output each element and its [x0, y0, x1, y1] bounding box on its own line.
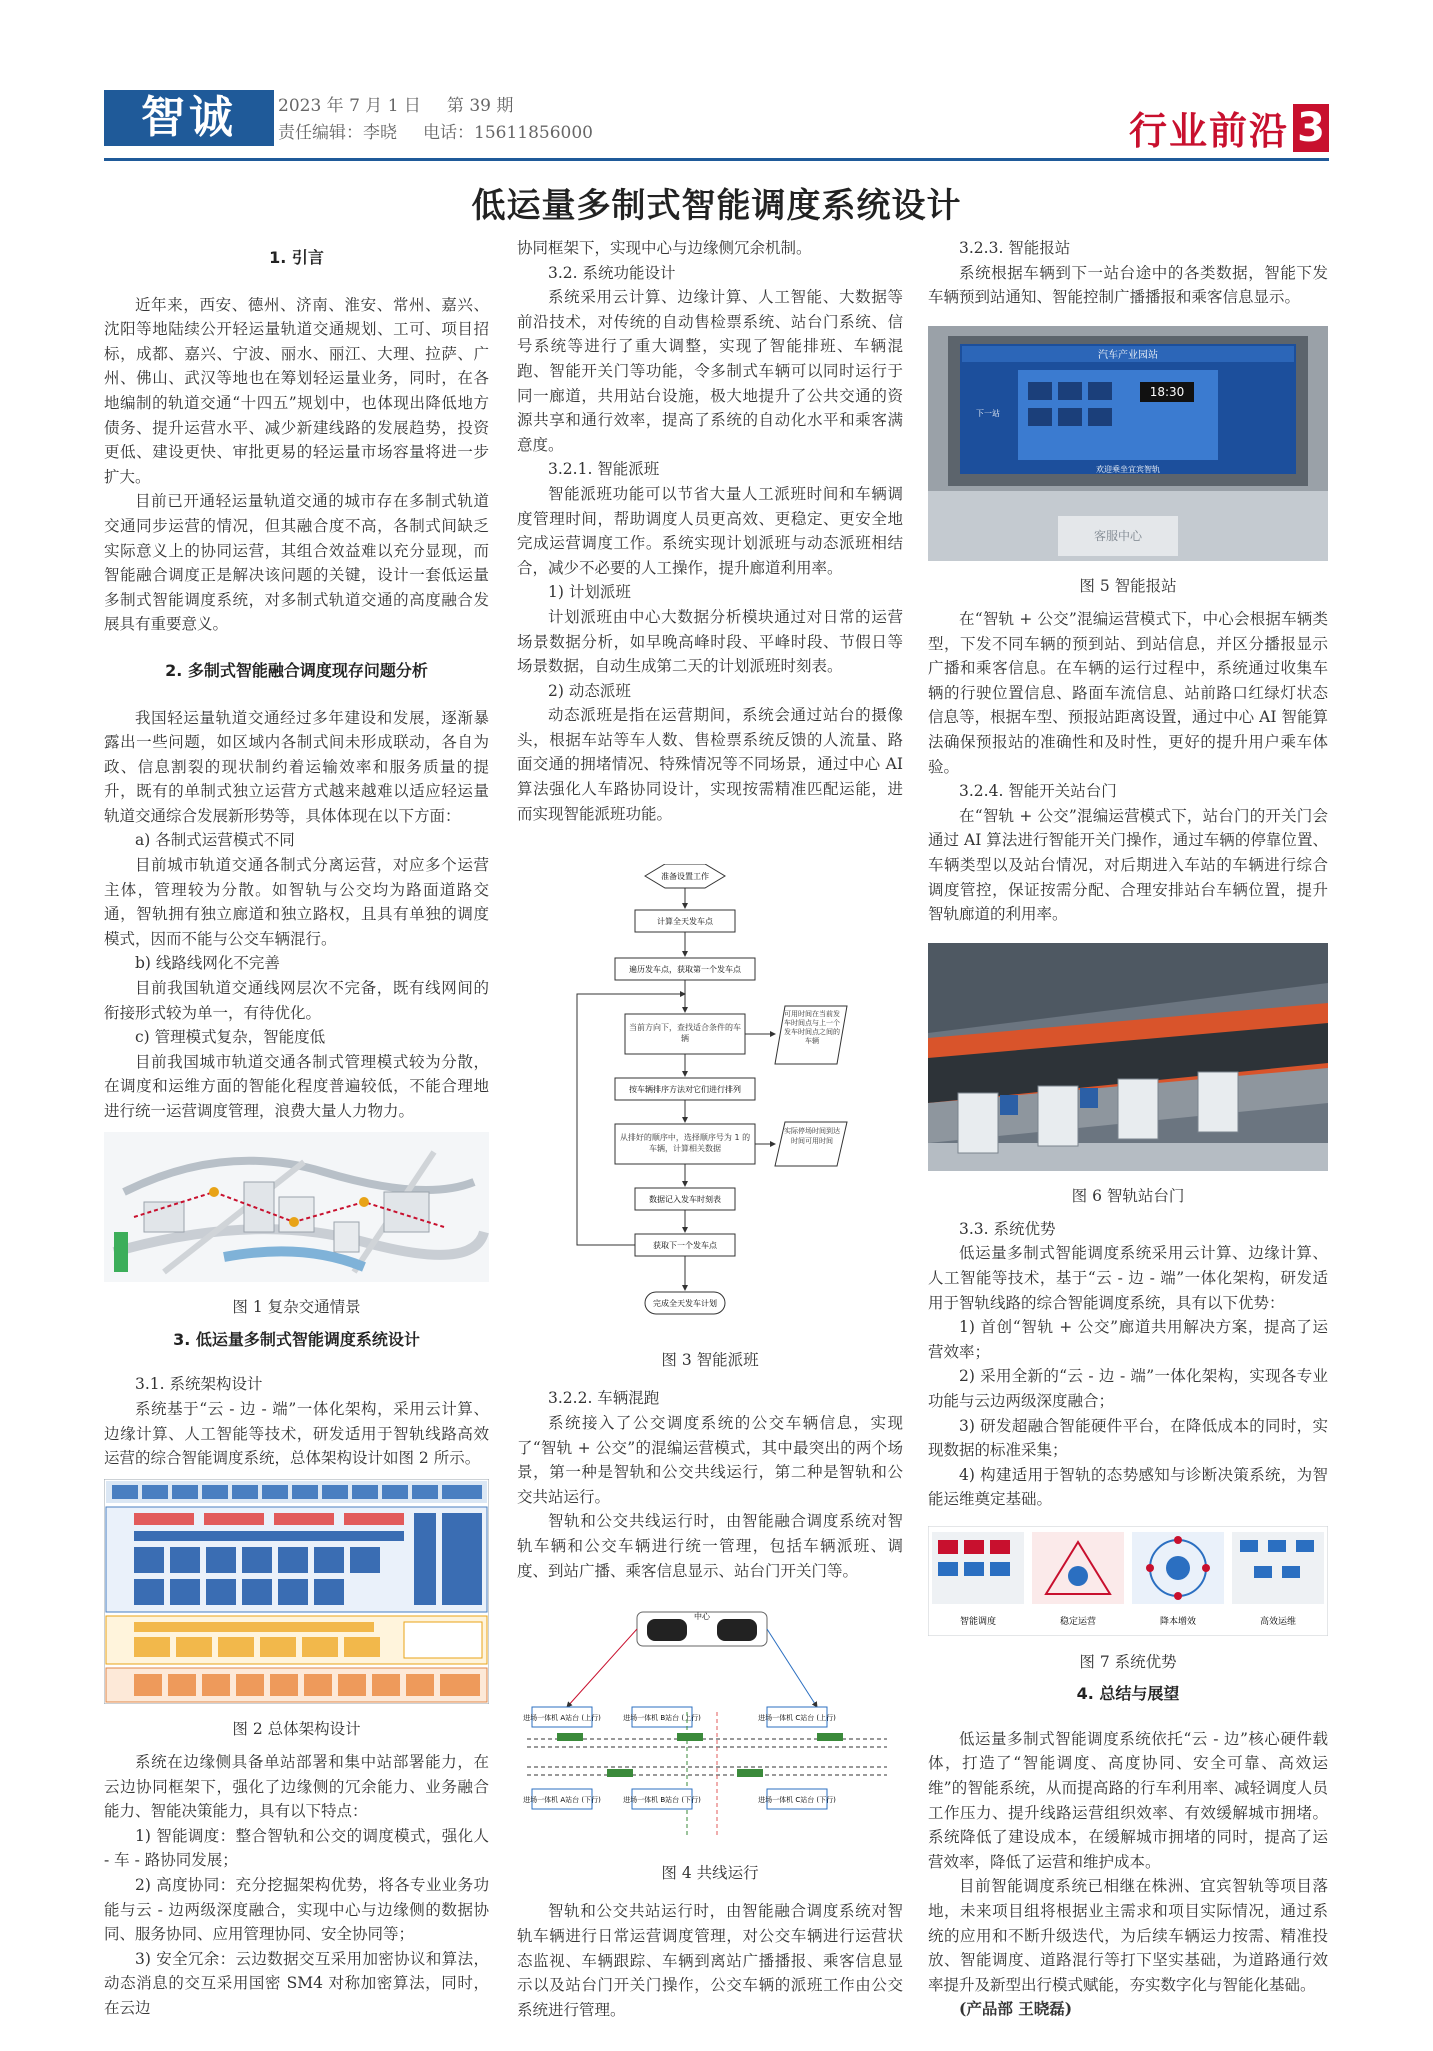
- flow-step-label: 获取下一个发车点: [653, 1241, 717, 1251]
- list-heading: a) 各制式运营模式不同: [135, 831, 295, 850]
- dispatch-flowchart: [517, 864, 903, 1334]
- figure-2-architecture: [104, 1479, 489, 1712]
- flow-step-label: 遍历发车点，获取第一个发车点: [629, 965, 741, 975]
- platform-label: 进场一体机 A站台 (上行): [523, 1714, 601, 1723]
- paragraph: 近年来，西安、德州、济南、淮安、常州、嘉兴、沈阳等地陆续公开轻运量轨道交通规划、工可、项目招标，成都、嘉兴、宁波、丽水、丽江、大理、拉萨、广州、佛山、武汉等地也在筹划轻运量业务，同时，在各地编制的轨道交通“十四五”规划中，也体现出降低地方债务、提升运营水平、减少新建线路的发展趋势，投资更低、建设更快、审批更易的轻运量市场容量将进一步扩大。: [104, 295, 489, 486]
- paragraph: 在“智轨 + 公交”混编运营模式下，站台门的开关门会通过 AI 算法进行智能开关门操作，通过车辆的停靠位置、车辆类型以及站台情况，对后期进入车站的车辆进行综合调度管控，保证按需分配、合理安排站台车辆位置，提升智轨廊道的利用率。: [928, 806, 1328, 924]
- section-heading: 3. 低运量多制式智能调度系统设计: [173, 1329, 420, 1349]
- advantages-graphic: [928, 1526, 1328, 1636]
- paragraph: 系统基于“云 - 边 - 端”一体化架构，采用云计算、边缘计算、人工智能等技术，研发适用于智轨线路高效运营的综合智能调度系统，总体架构设计如图 2 所示。: [104, 1399, 489, 1468]
- paragraph: 协同框架下，实现中心与边缘侧冗余机制。: [517, 239, 812, 257]
- masthead-meta: [278, 93, 619, 147]
- screen-station-title: 汽车产业园站: [1098, 349, 1158, 361]
- platform-label: 进场一体机 B站台 (下行): [623, 1796, 701, 1805]
- paragraph: 低运量多制式智能调度系统依托“云 - 边”核心硬件载体，打造了“智能调度、高度协同、安全可靠、高效运维”的智能系统，从而提高路的行车利用率、减轻调度人员工作压力、提升线路运营组织效率、有效缓解城市拥堵。系统降低了建设成本，在缓解城市拥堵的同时，提高了运营效率，降低了运营和维护成本。: [928, 1729, 1328, 1871]
- list-item: 3) 安全冗余：云边数据交互采用加密协议和算法，动态消息的交互采用国密 SM4 对称加密算法，同时，在云边: [104, 1949, 489, 2017]
- editor: 责任编辑：李晓: [278, 123, 397, 143]
- figure-caption: 图 3 智能派班: [661, 1350, 759, 1369]
- flow-step-label: 当前方向下，查找适合条件的车辆: [629, 1023, 741, 1044]
- subsection-heading: 3.1. 系统架构设计: [135, 1375, 263, 1394]
- platform-label: 进场一体机 B站台 (上行): [623, 1714, 701, 1723]
- section-heading: 4. 总结与展望: [1076, 1684, 1180, 1704]
- flow-end-label: 完成全天发车计划: [653, 1299, 717, 1309]
- figure-caption: 图 1 复杂交通情景: [232, 1298, 361, 1317]
- paragraph: 目前智能调度系统已相继在株洲、宜宾智轨等项目落地，未来项目组将根据业主需求和项目实际情况，通过系统的应用和不断升级迭代，为后续车辆运力按需、精准投放、智能调度、道路混行等打下坚实基础，为道路通行效率提升及新型出行模式赋能，夯实数字化与智能化基础。: [928, 1877, 1328, 1994]
- figure-caption: 图 7 系统优势: [1079, 1652, 1177, 1671]
- paragraph: 低运量多制式智能调度系统采用云计算、边缘计算、人工智能等技术，基于“云 - 边 - 端”一体化架构，研发适用于智轨线路的综合智能调度系统，具有以下优势：: [928, 1244, 1328, 1312]
- flow-step-label: 计算全天发车点: [657, 917, 713, 927]
- flow-data-label: 可用时间在当前发车时间点与上一个发车时间点之间的车辆: [784, 1010, 840, 1046]
- paragraph: 目前城市轨道交通各制式分离运营，对应多个运营主体，管理较为分散。如智轨与公交均为路面道路交通，智轨拥有独立廊道和独立路权，且具有单独的调度模式，因而不能与公交车辆混行。: [104, 856, 489, 948]
- figure-4-shared-line: [517, 1607, 903, 1855]
- section-tag: [1129, 100, 1329, 155]
- figure-5-smart-station-display: [928, 326, 1328, 569]
- paragraph: 目前我国城市轨道交通各制式管理模式较为分散，在调度和运维方面的智能化程度普遍较低，不能合理地进行统一运营调度管理，浪费大量人力物力。: [104, 1052, 489, 1120]
- column-2: [517, 236, 903, 2022]
- screen-welcome: 欢迎乘坐宜宾智轨: [1096, 464, 1160, 474]
- paragraph: 目前我国轨道交通线网层次不完备，既有线网间的衔接形式较为单一，有待优化。: [104, 979, 489, 1022]
- paragraph: 计划派班由中心大数据分析模块通过对日常的运营场景数据分析，如早晚高峰时段、平峰时段、节假日等场景数据，自动生成第二天的计划派班时刻表。: [517, 607, 903, 676]
- list-item: 4) 构建适用于智轨的态势感知与诊断决策系统，为智能运维奠定基础。: [928, 1465, 1328, 1509]
- page-number: 3: [1293, 104, 1329, 152]
- flow-step-label: 从排好的顺序中，选择顺序号为 1 的车辆，计算相关数据: [619, 1133, 751, 1154]
- issue-date: 2023 年 7 月 1 日: [278, 96, 421, 116]
- subsection-heading: 3.2.3. 智能报站: [959, 239, 1071, 257]
- column-3: [928, 236, 1328, 2022]
- section-category: 行业前沿: [1128, 109, 1289, 153]
- station-display-photo: [928, 326, 1328, 561]
- shared-line-diagram: [517, 1607, 903, 1847]
- subsection-heading: 3.2. 系统功能设计: [548, 263, 676, 282]
- advantage-label: 智能调度: [959, 1617, 997, 1627]
- list-heading: 1) 计划派班: [548, 583, 631, 602]
- platform-label: 进场一体机 C站台 (上行): [758, 1714, 836, 1723]
- list-item: 1) 智能调度：整合智轨和公交的调度模式，强化人 - 车 - 路协同发展；: [104, 1826, 489, 1870]
- list-item: 3) 研发超融合智能硬件平台，在降低成本的同时，实现数据的标准采集；: [928, 1416, 1328, 1460]
- paragraph: 系统根据车辆到下一站台途中的各类数据，智能下发车辆预到站通知、智能控制广播播报和乘客信息显示。: [928, 263, 1328, 307]
- list-heading: b) 线路线网化不完善: [135, 954, 280, 973]
- paragraph: 智能派班功能可以节省大量人工派班时间和车辆调度管理时间，帮助调度人员更高效、更稳定、更安全地完成运营调度工作。系统实现计划派班与动态派班相结合，减少不必要的人工操作，提升廊道利用率。: [517, 484, 903, 577]
- service-center-sign: 客服中心: [1093, 528, 1143, 543]
- platform-door-photo: [928, 943, 1328, 1171]
- advantage-label: 稳定运营: [1059, 1617, 1097, 1627]
- figure-3-flowchart: [517, 864, 903, 1342]
- paragraph: 系统接入了公交调度系统的公交车辆信息，实现了“智轨 + 公交”的混编运营模式，其中最突出的两个场景，第一种是智轨和公交共线运行，第二种是智轨和公交共站运行。: [517, 1414, 903, 1506]
- section-heading: 2. 多制式智能融合调度现存问题分析: [165, 660, 428, 680]
- paragraph: 系统在边缘侧具备单站部署和集中站部署能力，在云边协同框架下，强化了边缘侧的冗余能力、业务融合能力、智能决策能力，具有以下特点：: [104, 1752, 489, 1821]
- figure-1-traffic-scene: [104, 1132, 489, 1290]
- header-rule: [104, 158, 1329, 161]
- figure-6-platform-doors: [928, 943, 1328, 1179]
- subsection-heading: 3.3. 系统优势: [959, 1219, 1056, 1238]
- flow-start-label: 准备设置工作: [661, 872, 709, 882]
- author-signature: (产品部 王晓磊): [959, 1999, 1073, 2019]
- platform-label: 进场一体机 C站台 (下行): [758, 1796, 836, 1805]
- section-heading: 1. 引言: [269, 248, 324, 267]
- paragraph: 目前已开通轻运量轨道交通的城市存在多制式轨道交通同步运营的情况，但其融合度不高，各制式间缺乏实际意义上的协同运营，其组合效益难以充分显现，而智能融合调度正是解决该问题的关键，设计一套低运量多制式智能调度系统，对多制式轨道交通的高度融合发展具有重要意义。: [104, 492, 489, 634]
- figure-7-system-advantages: [928, 1526, 1328, 1644]
- masthead-logo: 智诚: [104, 90, 274, 146]
- figure-caption: 图 4 共线运行: [661, 1863, 759, 1882]
- phone: 电话：15611856000: [423, 123, 593, 143]
- paragraph: 智轨和公交共站运行时，由智能融合调度系统对智轨车辆进行日常运营调度管理，对公交车辆进行运营状态监视、车辆跟踪、车辆到离站广播播报、乘客信息显示以及站台门开关门操作，公交车辆的派班工作由公交系统进行管理。: [517, 1902, 903, 2019]
- screen-clock: 18:30: [1149, 384, 1185, 399]
- subsection-heading: 3.2.4. 智能开关站台门: [959, 782, 1117, 801]
- article-title: 低运量多制式智能调度系统设计: [471, 186, 962, 226]
- paragraph: 智轨和公交共线运行时，由智能融合调度系统对智轨车辆和公交车辆进行统一管理，包括车辆派班、调度、到站广播、乘客信息显示、站台门开关门等。: [517, 1512, 903, 1580]
- paragraph: 动态派班是指在运营期间，系统会通过站台的摄像头，根据车站等车人数、售检票系统反馈的人流量、路面交通的拥堵情况、特殊情况等不同场景，通过中心 AI 算法强化人车路协同设计，实现按需精准匹配运能，进而实现智能派班功能。: [517, 706, 903, 823]
- column-1: [104, 236, 489, 2020]
- list-item: 1) 首创“智轨 + 公交”廊道共用解决方案，提高了运营效率；: [928, 1318, 1328, 1361]
- screen-next-stop: 下一站: [976, 408, 1000, 418]
- advantage-label: 降本增效: [1159, 1617, 1197, 1627]
- platform-labels-down: [523, 1789, 836, 1809]
- list-item: 2) 采用全新的“云 - 边 - 端”一体化架构，实现各专业功能与云边两级深度融合；: [928, 1367, 1328, 1411]
- center-label: 中心: [694, 1612, 710, 1622]
- subsection-heading: 3.2.1. 智能派班: [548, 460, 660, 479]
- traffic-scene-illustration: [104, 1132, 489, 1282]
- subsection-heading: 3.2.2. 车辆混跑: [548, 1389, 660, 1408]
- platform-label: 进场一体机 A站台 (下行): [523, 1796, 601, 1805]
- list-item: 2) 高度协同：充分挖掘架构优势，将各专业业务功能与云 - 边两级深度融合，实现中心与边缘侧的数据协同、服务协同、应用管理协同、安全协同等；: [104, 1875, 489, 1944]
- flow-step-label: 按车辆排序方法对它们进行排列: [629, 1085, 741, 1095]
- list-heading: 2) 动态派班: [548, 681, 631, 700]
- paragraph: 系统采用云计算、边缘计算、人工智能、大数据等前沿技术，对传统的自动售检票系统、站台门系统、信号系统等进行了重大调整，实现了智能排班、车辆混跑、智能开关门等功能，令多制式车辆可以同时运行于同一廊道，共用站台设施，极大地提升了公共交通的资源共享和通行效率，提高了系统的自动化水平和乘客满意度。: [517, 288, 903, 454]
- advantage-label: 高效运维: [1259, 1617, 1297, 1627]
- paragraph: 我国轻运量轨道交通经过多年建设和发展，逐渐暴露出一些问题，如区域内各制式间未形成联动，各自为政、信息割裂的现状制约着运输效率和服务质量的提升，既有的单制式独立运营方式越来越难以适应轻运量轨道交通综合发展新形势等，具体体现在以下方面：: [104, 708, 489, 825]
- flow-data-label: 实际停场时间到达时间可用时间: [784, 1127, 840, 1146]
- figure-caption: 图 5 智能报站: [1079, 577, 1177, 596]
- flow-step-label: 数据记入发车时刻表: [649, 1195, 721, 1205]
- paragraph: 在“智轨 + 公交”混编运营模式下，中心会根据车辆类型，下发不同车辆的预到站、到站信息，并区分播报显示广播和乘客信息。在车辆的运行过程中，系统通过收集车辆的行驶位置信息、路面车流信息、站前路口红绿灯状态信息等，根据车型、预报站距离设置，通过中心 AI 智能算法确保预报站的准确性和及时性，更好的提升用户乘车体验。: [928, 609, 1328, 776]
- platform-labels-up: [523, 1707, 836, 1727]
- figure-caption: 图 6 智轨站台门: [1071, 1187, 1185, 1206]
- architecture-diagram: [104, 1479, 489, 1704]
- list-heading: c) 管理模式复杂，智能度低: [135, 1028, 326, 1047]
- figure-caption: 图 2 总体架构设计: [232, 1720, 361, 1739]
- issue-number: 第 39 期: [446, 96, 514, 116]
